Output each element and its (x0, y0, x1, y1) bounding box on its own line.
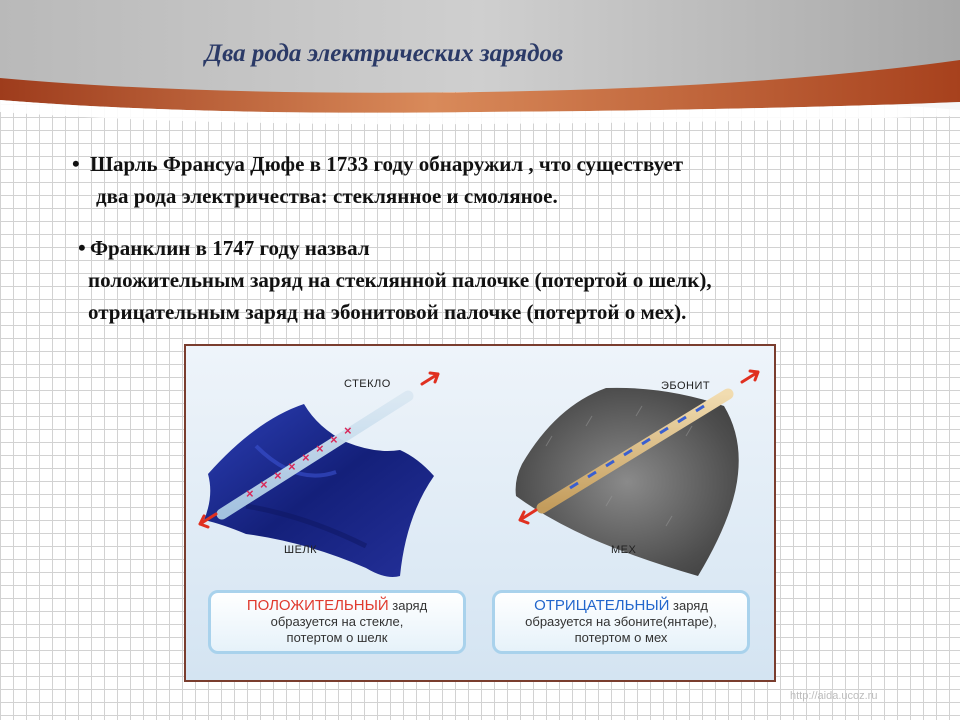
bullet-text-line: два рода электричества: стеклянное и смоляное. (96, 184, 558, 208)
svg-text:×: × (274, 468, 282, 483)
caption-text: образуется на стекле, (270, 614, 404, 629)
slide-title: Два рода электрических зарядов (205, 40, 564, 67)
bullet-text-line: отрицательным заряд на эбонитовой палочке (потертой о мех). (88, 300, 687, 324)
bullet-dufay (72, 148, 683, 212)
header-banner (0, 0, 960, 140)
bullet-dot: • (72, 151, 80, 176)
caption-highlight: ПОЛОЖИТЕЛЬНЫЙ (246, 597, 389, 614)
svg-text:×: × (246, 486, 254, 501)
watermark: http://aida.ucoz.ru (790, 690, 878, 702)
caption-text: образуется на эбоните(янтаре), (525, 614, 717, 629)
caption-text: заряд (388, 598, 428, 613)
caption-positive (208, 590, 466, 654)
bullet-text-line: положительным заряд на стеклянной палочке (потертой о шелк), (88, 268, 712, 292)
bullet-franklin (78, 232, 712, 328)
bullet-text-line: Франклин в 1747 году назвал (90, 236, 370, 260)
caption-text: потертом о мех (574, 630, 668, 645)
label-ebonite: ЭБОНИТ (661, 380, 711, 392)
svg-text:×: × (344, 423, 352, 438)
svg-text:×: × (330, 432, 338, 447)
charges-illustration (184, 344, 776, 682)
bullet-text-line: Шарль Франсуа Дюфе в 1733 году обнаружил , что существует (90, 152, 684, 176)
svg-text:×: × (302, 450, 310, 465)
caption-text: заряд (669, 598, 708, 613)
caption-highlight: ОТРИЦАТЕЛЬНЫЙ (534, 597, 670, 614)
label-fur: МЕХ (611, 544, 637, 556)
svg-text:×: × (288, 459, 296, 474)
label-silk: ШЕЛК (284, 544, 318, 556)
caption-negative (492, 590, 750, 654)
svg-text:×: × (316, 441, 324, 456)
caption-text: потертом о шелк (286, 630, 388, 645)
label-glass: СТЕКЛО (344, 378, 391, 390)
bullet-dot: • (78, 235, 86, 260)
svg-text:×: × (260, 477, 268, 492)
silk-cloth (204, 404, 434, 577)
